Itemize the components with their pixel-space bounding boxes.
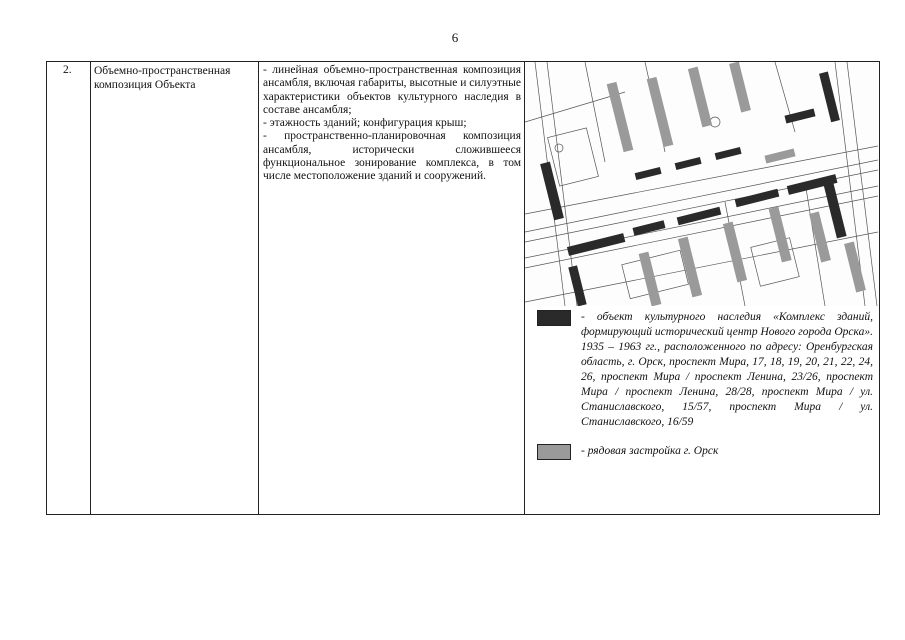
- requirements-table: [46, 61, 880, 515]
- requirements-cell: [259, 62, 525, 514]
- page-number: 6: [451, 30, 459, 45]
- row-name-cell: [91, 62, 259, 514]
- ordinary-swatch: [537, 444, 571, 460]
- row-name: Объемно-пространственная композиция Объекта: [94, 65, 231, 91]
- requirements-list: [263, 64, 521, 184]
- legend-text-ordinary: - рядовая застройка г. Орск: [581, 445, 719, 457]
- map-cell: [525, 62, 879, 514]
- street-map: [525, 62, 878, 306]
- heritage-swatch: [537, 310, 571, 326]
- legend-item-ordinary: [533, 444, 873, 459]
- requirement-item: - пространственно-планировочная композиция ансамбля, исторически сложившееся функциональное зонирование комплекса, в том числе местоположение зданий и сооружений.: [263, 130, 521, 183]
- requirement-item: - линейная объемно-пространственная композиция ансамбля, включая габариты, высотные и силуэтные характеристики объектов культурного наследия в составе ансамбля;: [263, 64, 521, 116]
- row-number: 2.: [63, 64, 72, 76]
- requirement-item: - этажность зданий; конфигурация крыш;: [263, 117, 467, 130]
- legend-text-heritage: - объект культурного наследия «Комплекс зданий, формирующий исторический центр Нового города Орска». 1935 – 1963 гг., расположенного по адресу: Оренбургская область, г. Орск, проспект Мира, 17, 18, 19, 20, 21, 22, 24, 26, проспект Мира / проспект Ленина, 23/26, проспект Мира / проспект Ленина, 28/28, проспект Мира / ул. Станиславского, 15/57, проспект Мира / ул. Станиславского, 16/59: [581, 311, 873, 428]
- legend-item-heritage: [533, 310, 873, 430]
- map-legend: [533, 310, 873, 473]
- row-number-cell: [47, 62, 91, 514]
